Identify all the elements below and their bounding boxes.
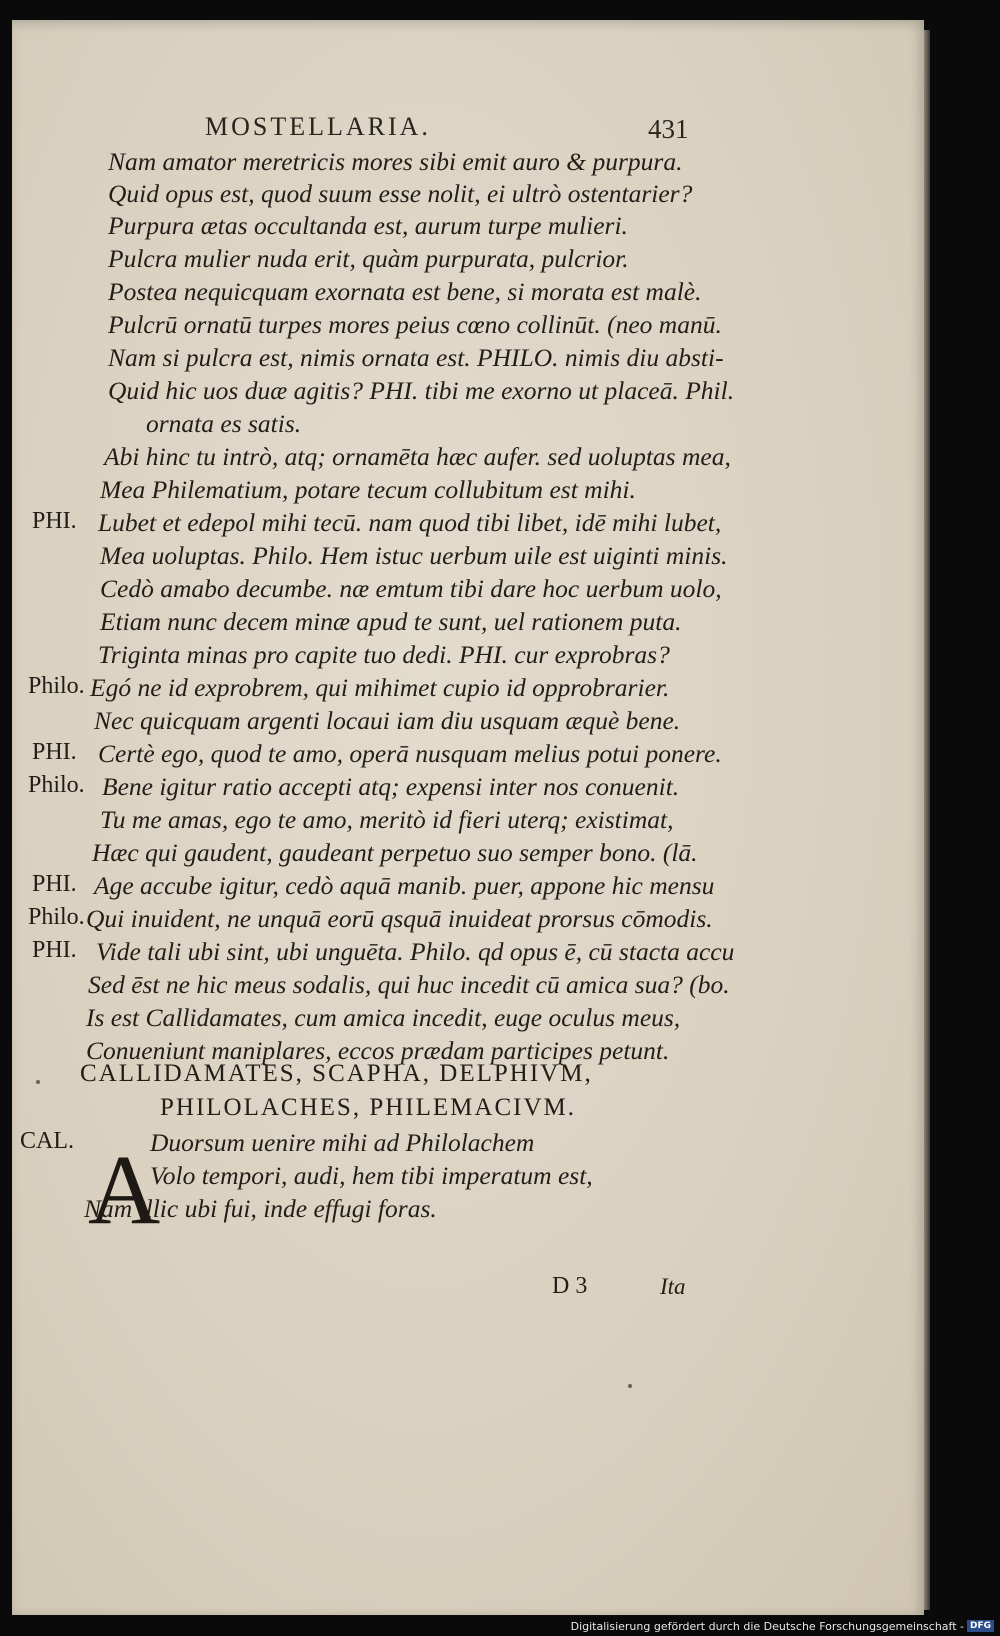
catchword: Ita	[660, 1274, 686, 1299]
text-line: Lubet et edepol mihi tecū. nam quod tibi libet, idē mihi lubet,	[98, 508, 722, 537]
speaker-label: Philo.	[28, 673, 85, 699]
page-edge	[924, 30, 930, 1610]
drop-capital: A	[88, 1134, 161, 1245]
text-line: Triginta minas pro capite tuo dedi. PHI. cur exprobras?	[98, 640, 670, 669]
text-line: Pulcra mulier nuda erit, quàm purpurata, pulcrior.	[108, 244, 629, 273]
text-line: Age accube igitur, cedò aquā manib. puer, appone hic mensu	[94, 871, 715, 900]
text-line: Certè ego, quod te amo, operā nusquam melius potui ponere.	[98, 739, 722, 768]
running-head: MOSTELLARIA.	[205, 112, 431, 141]
text-line: Qui inuident, ne unquā eorū qsquā inuideat prorsus cōmodis.	[86, 904, 713, 933]
text-line: Quid opus est, quod suum esse nolit, ei ultrò ostentarier?	[108, 179, 693, 208]
scene-heading-line-2: PHILOLACHES, PHILEMACIVM.	[160, 1094, 576, 1121]
paper-speck	[628, 1384, 632, 1388]
dfg-logo: DFG	[967, 1620, 994, 1632]
text-line: Vide tali ubi sint, ubi unguēta. Philo. qd opus ē, cū stacta accu	[96, 937, 735, 966]
text-line: Quid hic uos duæ agitis? PHI. tibi me exorno ut placeā. Phil.	[108, 376, 735, 405]
text-line: Purpura ætas occultanda est, aurum turpe mulieri.	[108, 211, 628, 240]
text-line: Pulcrū ornatū turpes mores peius cœno collinūt. (neo manū.	[108, 310, 722, 339]
text-line: ornata es satis.	[146, 409, 302, 438]
text-line: Nam amator meretricis mores sibi emit auro & purpura.	[108, 147, 683, 176]
footer-credit: Digitalisierung gefördert durch die Deutsche Forschungsgemeinschaft -	[570, 1620, 964, 1633]
text-line: Nam si pulcra est, nimis ornata est. PHILO. nimis diu absti-	[108, 343, 724, 372]
speaker-label: PHI.	[32, 937, 77, 963]
text-line: Abi hinc tu intrò, atq; ornamēta hæc aufer. sed uoluptas mea,	[104, 442, 731, 471]
text-line: Sed ēst ne hic meus sodalis, qui huc incedit cū amica sua? (bo.	[88, 970, 730, 999]
text-line: Conueniunt maniplares, eccos prædam participes petunt.	[86, 1036, 670, 1065]
text-line: Hæc qui gaudent, gaudeant perpetuo suo semper bono. (lā.	[92, 838, 698, 867]
signature-mark: D 3	[552, 1273, 588, 1299]
text-line: Bene igitur ratio accepti atq; expensi inter nos conuenit.	[102, 772, 680, 801]
text-line: Mea Philematium, potare tecum collubitum est mihi.	[100, 475, 636, 504]
speaker-label: Philo.	[28, 772, 85, 798]
text-line: Is est Callidamates, cum amica incedit, euge oculus meus,	[86, 1003, 681, 1032]
scene-line: Nam illic ubi fui, inde effugi foras.	[84, 1194, 437, 1223]
speaker-label: PHI.	[32, 508, 77, 534]
scene-line: Volo tempori, audi, hem tibi imperatum est,	[150, 1161, 593, 1190]
speaker-label: CAL.	[20, 1128, 74, 1154]
text-line: Postea nequicquam exornata est bene, si morata est malè.	[108, 277, 702, 306]
speaker-label: PHI.	[32, 739, 77, 765]
text-line: Etiam nunc decem minæ apud te sunt, uel rationem puta.	[100, 607, 682, 636]
scene-line: Duorsum uenire mihi ad Philolachem	[150, 1128, 535, 1157]
text-line: Tu me amas, ego te amo, meritò id fieri uterq; existimat,	[100, 805, 674, 834]
page-number: 431	[648, 114, 689, 144]
text-line: Mea uoluptas. Philo. Hem istuc uerbum uile est uiginti minis.	[100, 541, 728, 570]
scene-heading-line-1: CALLIDAMATES, SCAPHA, DELPHIVM,	[80, 1060, 593, 1087]
speaker-label: PHI.	[32, 871, 77, 897]
speaker-label: Philo.	[28, 904, 85, 930]
text-line: Egó ne id exprobrem, qui mihimet cupio id opprobrarier.	[90, 673, 670, 702]
text-line: Nec quicquam argenti locaui iam diu usquam æquè bene.	[94, 706, 681, 735]
text-line: Cedò amabo decumbe. næ emtum tibi dare hoc uerbum uolo,	[100, 574, 722, 603]
paper-speck	[36, 1080, 40, 1084]
